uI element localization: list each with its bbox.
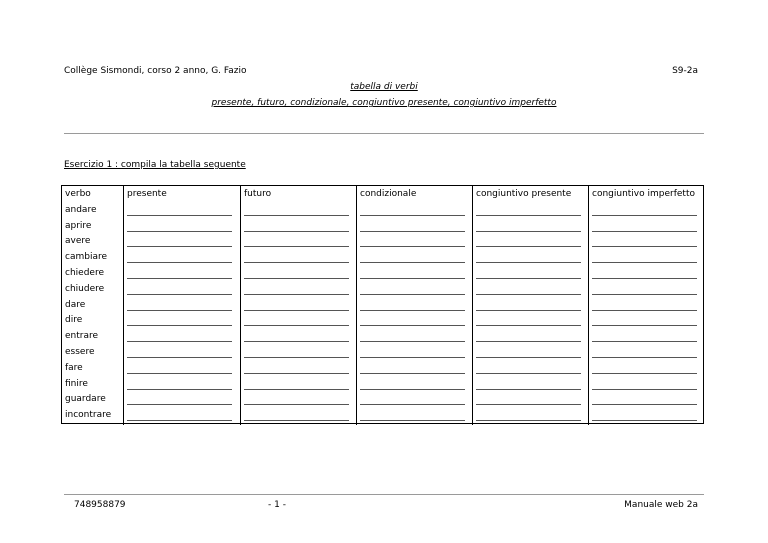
answer-blank-line (592, 299, 697, 311)
answer-blank-line (592, 393, 697, 405)
answer-blank-line (476, 220, 581, 232)
answer-blank-line (592, 378, 697, 390)
answer-blank-line (244, 267, 349, 279)
answer-blank-line (592, 267, 697, 279)
answer-blank-line (360, 346, 465, 358)
verb-label: avere (65, 236, 91, 247)
congiuntivo-presente-column (472, 186, 588, 425)
column-header-presente: presente (127, 189, 167, 199)
bottom-divider (64, 494, 704, 495)
answer-blank-line (592, 204, 697, 216)
answer-blank-line (476, 314, 581, 326)
verb-label: aprire (65, 220, 92, 231)
answer-blank-line (244, 204, 349, 216)
condizionale-column (356, 186, 472, 425)
answer-blank-line (360, 267, 465, 279)
answer-blank-line (592, 283, 697, 295)
answer-blank-line (244, 409, 349, 421)
answer-blank-line (360, 220, 465, 232)
answer-blank-line (360, 283, 465, 295)
answer-blank-line (360, 362, 465, 374)
answer-blank-line (244, 393, 349, 405)
answer-blank-line (592, 362, 697, 374)
answer-blank-line (127, 251, 232, 263)
answer-blank-line (592, 251, 697, 263)
answer-blank-line (244, 378, 349, 390)
answer-blank-line (476, 346, 581, 358)
answer-blank-line (476, 267, 581, 279)
answer-blank-line (360, 393, 465, 405)
answer-blank-line (360, 409, 465, 421)
answer-blank-line (244, 299, 349, 311)
answer-blank-line (127, 220, 232, 232)
answer-blank-line (360, 314, 465, 326)
footer-manual-name: Manuale web 2a (624, 500, 698, 510)
answer-blank-line (127, 378, 232, 390)
answer-blank-line (127, 267, 232, 279)
document-title: tabella di verbi (350, 82, 418, 92)
answer-blank-line (244, 362, 349, 374)
answer-blank-line (592, 409, 697, 421)
verb-column (62, 186, 123, 425)
verb-label: finire (65, 378, 88, 389)
answer-blank-line (244, 330, 349, 342)
answer-blank-line (360, 330, 465, 342)
answer-blank-line (244, 283, 349, 295)
document-subtitle: presente, futuro, condizionale, congiuntivo presente, congiuntivo imperfetto (211, 98, 557, 108)
verb-label: andare (65, 204, 97, 215)
answer-blank-line (360, 235, 465, 247)
answer-blank-line (476, 235, 581, 247)
presente-column (123, 186, 240, 425)
answer-blank-line (476, 409, 581, 421)
answer-blank-line (592, 330, 697, 342)
answer-blank-line (127, 235, 232, 247)
verb-label: fare (65, 362, 83, 373)
verb-list (62, 204, 123, 425)
answer-blank-line (127, 362, 232, 374)
answer-blank-line (244, 346, 349, 358)
header-code: S9-2a (672, 66, 698, 76)
answer-blank-line (476, 330, 581, 342)
top-divider (64, 133, 704, 134)
answer-blank-line (592, 314, 697, 326)
answer-blank-line (592, 220, 697, 232)
answer-blank-line (127, 314, 232, 326)
answer-blank-line (592, 346, 697, 358)
answer-blank-line (360, 299, 465, 311)
answer-blank-line (476, 204, 581, 216)
answer-blank-line (244, 235, 349, 247)
column-header-condizionale: condizionale (360, 189, 417, 199)
answer-blank-line (127, 409, 232, 421)
answer-blank-line (476, 362, 581, 374)
answer-blank-line (127, 204, 232, 216)
answer-blank-line (244, 251, 349, 263)
verb-label: guardare (65, 394, 106, 405)
answer-blank-line (476, 393, 581, 405)
answer-blank-line (476, 378, 581, 390)
answer-blank-line (244, 220, 349, 232)
footer-document-id: 748958879 (74, 500, 126, 510)
answer-blank-line (127, 283, 232, 295)
answer-blank-line (476, 283, 581, 295)
verb-table (61, 185, 704, 424)
answer-blank-line (360, 378, 465, 390)
column-header-verbo: verbo (65, 189, 91, 199)
answer-blank-line (127, 330, 232, 342)
column-header-futuro: futuro (244, 189, 272, 199)
answer-blank-line (360, 251, 465, 263)
answer-blank-line (127, 346, 232, 358)
congiuntivo-imperfetto-column (588, 186, 703, 425)
verb-label: entrare (65, 331, 99, 342)
verb-label: cambiare (65, 252, 107, 263)
verb-label: dire (65, 315, 83, 326)
footer-page-number: - 1 - (268, 500, 286, 510)
answer-blank-line (476, 299, 581, 311)
verb-label: chiedere (65, 267, 104, 278)
verb-label: incontrare (65, 410, 112, 421)
column-header-congiuntivo-presente: congiuntivo presente (476, 189, 572, 199)
verb-label: essere (65, 346, 95, 357)
answer-blank-line (127, 299, 232, 311)
verb-label: chiudere (65, 283, 105, 294)
exercise-title: Esercizio 1 : compila la tabella seguente (64, 160, 246, 170)
verb-label: dare (65, 299, 86, 310)
answer-blank-line (127, 393, 232, 405)
column-header-congiuntivo-imperfetto: congiuntivo imperfetto (592, 189, 695, 199)
answer-blank-line (592, 235, 697, 247)
answer-blank-line (244, 314, 349, 326)
header-school-info: Collège Sismondi, corso 2 anno, G. Fazio (64, 66, 247, 76)
futuro-column (240, 186, 356, 425)
answer-blank-line (360, 204, 465, 216)
answer-blank-line (476, 251, 581, 263)
